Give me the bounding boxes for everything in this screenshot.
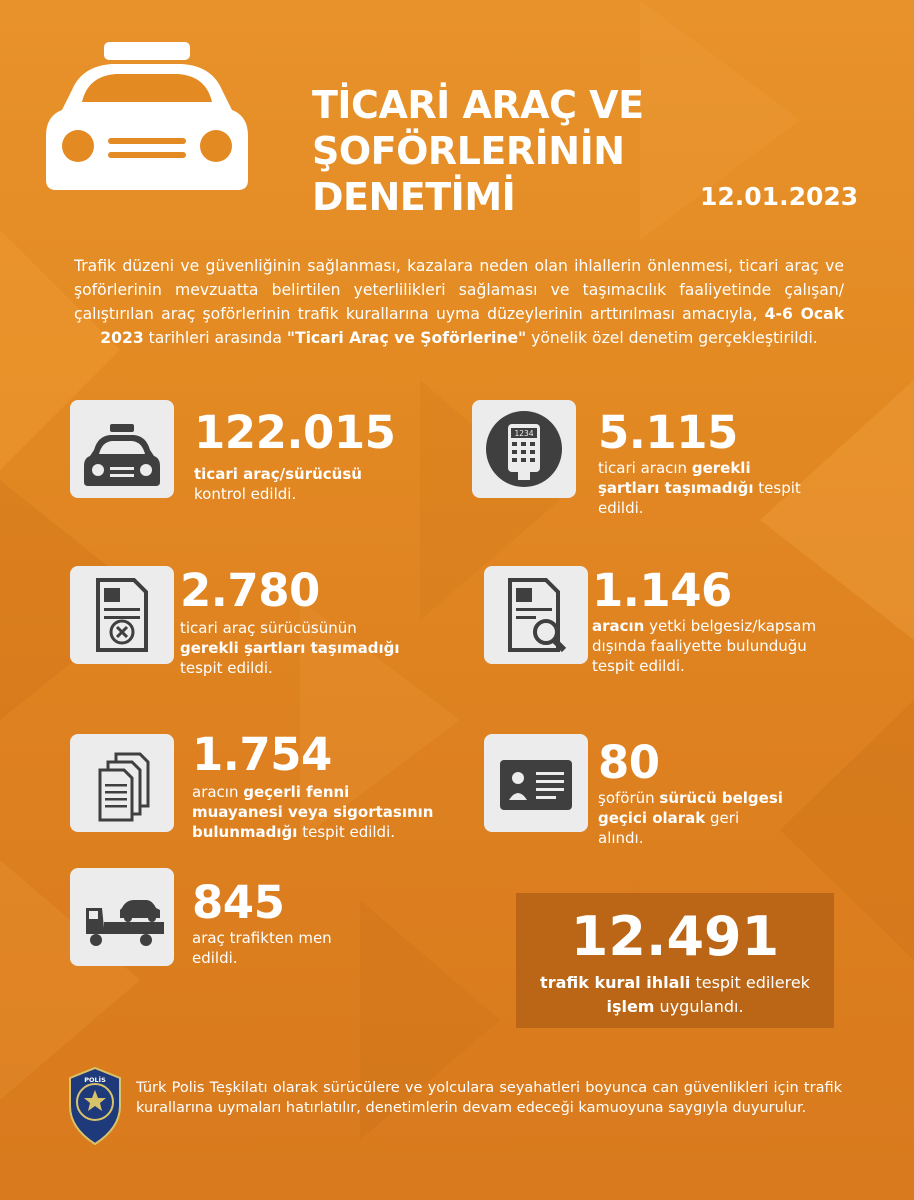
stat-desc-bold: gerekli bbox=[691, 459, 751, 477]
car-icon bbox=[82, 410, 162, 488]
stat-desc-text: dışında faaliyette bulunduğu bbox=[592, 637, 807, 655]
stat-desc-bold: şartları taşımadığı bbox=[598, 479, 754, 497]
stat-description bbox=[192, 928, 442, 968]
stat-desc-text: edildi. bbox=[598, 499, 644, 517]
stat-description bbox=[598, 788, 848, 848]
stat-desc-text: kontrol edildi. bbox=[194, 485, 297, 503]
stat-value: 5.115 bbox=[598, 406, 738, 459]
footer-note: Türk Polis Teşkilatı olarak sürücülere ve yolculara seyahatleri boyunca can güvenlikleri için trafik kurallarına uymaları hatırlatılır, denetimlerin devam edeceği kamuoyuna saygıyla duyurulur. bbox=[136, 1080, 842, 1116]
stat-desc-text: tespit edildi. bbox=[297, 823, 396, 841]
stat-desc-bold: bulunmadığı bbox=[192, 823, 298, 841]
stat-icon-box bbox=[484, 566, 588, 664]
driver-license-icon bbox=[496, 744, 576, 822]
stat-desc-bold: gerekli şartları taşımadığı bbox=[180, 639, 400, 657]
stat-value: 1.146 bbox=[592, 564, 732, 617]
intro-campaign-name: "Ticari Araç ve Şoförlerine" bbox=[286, 329, 527, 347]
stat-desc-text: tespit bbox=[753, 479, 801, 497]
stat-value: 845 bbox=[192, 876, 285, 929]
stat-description bbox=[194, 464, 454, 504]
stat-desc-text: ticari araç sürücüsünün bbox=[180, 619, 357, 637]
stat-description bbox=[180, 618, 450, 678]
intro-date-range: 4-6 Ocak 2023 bbox=[100, 305, 844, 347]
page-title bbox=[312, 82, 644, 220]
stat-description bbox=[592, 616, 862, 676]
stat-desc-bold: ticari araç/sürücüsü bbox=[194, 465, 362, 483]
stat-description bbox=[192, 782, 462, 842]
stat-description bbox=[598, 458, 848, 518]
stat-desc-text: şoförün bbox=[598, 789, 660, 807]
stat-desc-text: geri bbox=[705, 809, 740, 827]
stat-value: 122.015 bbox=[194, 406, 396, 459]
highlight-bold: işlem bbox=[606, 997, 655, 1016]
total-violations-box bbox=[516, 893, 834, 1028]
stat-desc-text: araç trafikten men bbox=[192, 929, 332, 947]
stat-desc-bold: muayanesi veya sigortasının bbox=[192, 803, 434, 821]
stat-desc-text: tespit edildi. bbox=[180, 659, 273, 677]
rejected-document-icon bbox=[82, 576, 162, 654]
title-line-2: ŞOFÖRLERİNİN bbox=[312, 129, 625, 173]
stat-desc-text: alındı. bbox=[598, 829, 644, 847]
stat-desc-bold: geçici olarak bbox=[598, 809, 706, 827]
stat-icon-box bbox=[484, 734, 588, 832]
date-label: 12.01.2023 bbox=[700, 182, 859, 211]
stat-value: 2.780 bbox=[180, 564, 320, 617]
title-line-3: DENETİMİ bbox=[312, 175, 516, 219]
stat-icon-box bbox=[70, 868, 174, 966]
taxi-car-icon bbox=[42, 40, 252, 190]
intro-text-1: Trafik düzeni ve güvenliğinin sağlanması, kazalara neden olan ihlallerin önlenmesi, ticari araç ve şoförlerinin mevzuatta belirtilen yeterlilikleri sağlaması ve taşımacılık faaliyetinde çalışan/çalıştırılan araç şoförlerinin trafik kurallarına uyma düzeylerinin arttırılması amacıyla, bbox=[74, 257, 844, 323]
stat-desc-text: aracın bbox=[192, 783, 244, 801]
badge-text: POLİS bbox=[84, 1076, 106, 1084]
document-search-icon bbox=[496, 576, 576, 654]
stat-icon-box bbox=[70, 734, 174, 832]
stat-value: 1.754 bbox=[192, 728, 332, 781]
police-badge-icon bbox=[66, 1066, 124, 1146]
total-violations-value: 12.491 bbox=[570, 905, 780, 968]
stat-desc-bold: geçerli fenni bbox=[243, 783, 350, 801]
stat-desc-bold: aracın bbox=[592, 617, 645, 635]
stat-desc-text: tespit edildi. bbox=[592, 657, 685, 675]
title-line-1: TİCARİ ARAÇ VE bbox=[312, 83, 644, 127]
intro-paragraph bbox=[74, 254, 844, 350]
stat-value: 80 bbox=[598, 736, 660, 789]
highlight-text: uygulandı. bbox=[654, 997, 744, 1016]
highlight-bold: trafik kural ihlali bbox=[540, 973, 691, 992]
stat-desc-text: yetki belgesiz/kapsam bbox=[644, 617, 817, 635]
stat-icon-box bbox=[70, 400, 174, 498]
stat-icon-box bbox=[70, 566, 174, 664]
total-violations-description bbox=[516, 971, 834, 1019]
stat-desc-text: edildi. bbox=[192, 949, 238, 967]
tow-truck-icon bbox=[82, 878, 166, 956]
highlight-text: tespit edilerek bbox=[690, 973, 810, 992]
stat-desc-text: ticari aracın bbox=[598, 459, 692, 477]
svg-text:1234: 1234 bbox=[514, 429, 534, 438]
intro-text-3: yönelik özel denetim gerçekleştirildi. bbox=[526, 329, 818, 347]
documents-stack-icon bbox=[82, 744, 162, 822]
card-reader-icon bbox=[484, 410, 564, 488]
stat-desc-bold: sürücü belgesi bbox=[659, 789, 783, 807]
stat-icon-box bbox=[472, 400, 576, 498]
intro-text-2: tarihleri arasında bbox=[143, 329, 287, 347]
